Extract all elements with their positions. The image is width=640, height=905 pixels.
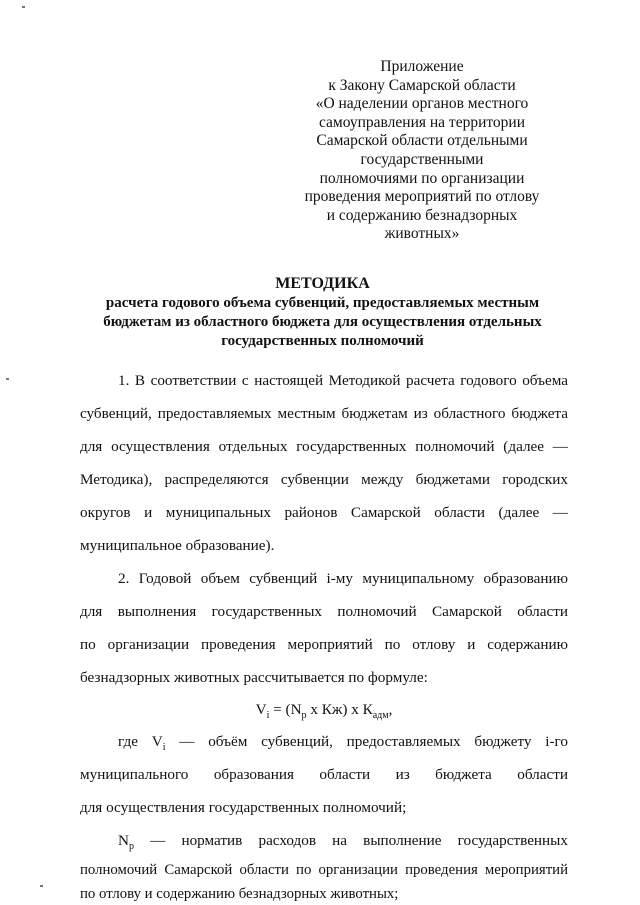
paragraph-1-line: Методика), распределяются субвенции между бюджетами городских [80,471,568,488]
appendix-line: животных» [384,225,460,243]
appendix-line: «О наделении органов местного [315,95,529,113]
paragraph-1-line: 1. В соответствии с настоящей Методикой расчета годового объема [118,372,568,389]
paragraph-2-line: по организации проведения мероприятий по отлову и содержанию [80,636,568,653]
appendix-line: к Закону Самарской области [328,76,516,94]
definition-v-line: для осуществления государственных полномочий; [80,799,407,816]
formula: $V_i = (N_p$ x Кж) x $К_{адм}$, [255,701,393,722]
appendix-line: самоуправления на территории [318,113,526,131]
appendix-line: Приложение [380,58,464,75]
definition-np-line: по отлову и содержанию безнадзорных животных; [80,886,399,902]
title-sub-line: бюджетам из областного бюджета для осуществления отдельных [103,313,542,330]
appendix-line: Самарской области отдельными [316,132,528,150]
title-main: МЕТОДИКА [275,275,370,292]
appendix-header [300,58,544,244]
paragraph-2-line: для выполнения государственных полномочий Самарской области [80,603,568,620]
appendix-line: и содержанию безнадзорных [326,206,518,224]
scan-speck [22,6,25,8]
title-sub-line: расчета годового объема субвенций, предоставляемых местным [105,295,540,311]
document-title [70,274,575,350]
definition-v-line: муниципального образования области из бюджета области [80,766,568,783]
paragraph-1-line: округов и муниципальных районов Самарской области (далее — [80,504,568,521]
definition-np-line: $N_p$ — норматив расходов на выполнение государственных [118,832,568,853]
definition-np-line: полномочий Самарской области по организации проведения мероприятий [80,862,568,878]
title-sub-line: государственных полномочий [221,332,424,349]
paragraph-2-line: 2. Годовой объем субвенций i-му муниципальному образованию [118,570,568,587]
paragraph-1-line: субвенций, предоставляемых местным бюджетам из областного бюджета [80,405,568,422]
paragraph-2-line: безнадзорных животных рассчитывается по формуле: [80,669,428,686]
appendix-line: государственными [360,150,484,168]
appendix-line: полномочиями по организации [319,169,525,187]
scan-speck [40,885,43,887]
paragraph-1-line: муниципальное образование). [80,537,275,554]
scan-speck [6,378,9,380]
paragraph-1-line: для осуществления отдельных государственных полномочий (далее — [80,438,568,455]
definition-v-line: где $V_i$ — объём субвенций, предоставляемых бюджету i-го [118,733,568,754]
appendix-line: проведения мероприятий по отлову [304,188,540,206]
